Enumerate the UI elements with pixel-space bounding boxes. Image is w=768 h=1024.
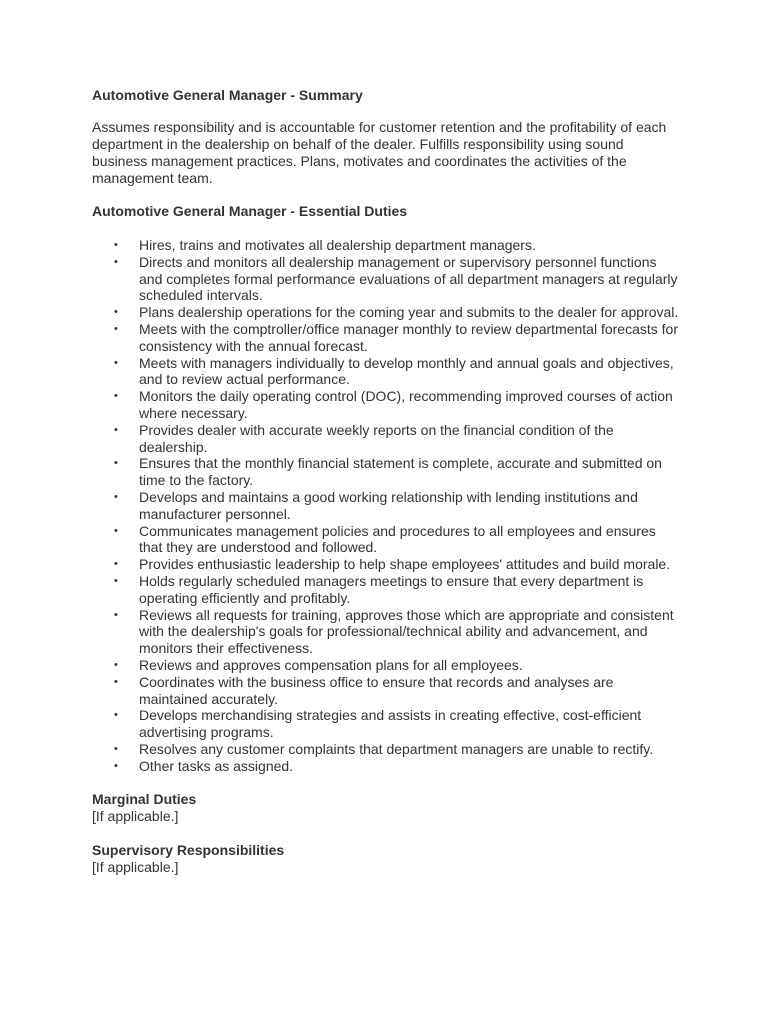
duty-text: Plans dealership operations for the coming year and submits to the dealer for approval. xyxy=(139,304,679,321)
duty-text: Ensures that the monthly financial statement is complete, accurate and submitted on time to the factory. xyxy=(139,455,662,489)
duty-list-item xyxy=(114,572,682,607)
supervisory-responsibilities-heading: Supervisory Responsibilities xyxy=(92,841,285,858)
duty-text: Directs and monitors all dealership management or supervisory personnel functions and completes formal performance evaluations of all department managers at regularly scheduled intervals. xyxy=(139,253,678,304)
duty-list-item xyxy=(114,707,682,741)
bullet-icon: • xyxy=(114,322,118,335)
duty-list-item xyxy=(114,388,682,422)
essential-duties-heading: Automotive General Manager - Essential Duties xyxy=(92,203,408,219)
bullet-icon: • xyxy=(114,524,118,537)
bullet-icon: • xyxy=(114,709,118,722)
duty-text: Communicates management policies and procedures to all employees and ensures that they are understood and followed. xyxy=(139,522,656,556)
duty-text: Provides dealer with accurate weekly reports on the financial condition of the dealership. xyxy=(139,421,614,455)
duty-text: Develops merchandising strategies and assists in creating effective, cost-efficient advertising programs. xyxy=(139,707,642,741)
document-page xyxy=(92,86,682,876)
bullet-icon: • xyxy=(114,574,118,587)
duty-text: Other tasks as assigned. xyxy=(139,757,294,774)
duty-list-item xyxy=(114,673,682,708)
bullet-icon: • xyxy=(114,423,118,436)
duty-list-item xyxy=(114,455,682,489)
duty-list-item xyxy=(114,237,682,254)
duty-list-item xyxy=(114,606,682,657)
bullet-icon: • xyxy=(114,658,118,671)
duty-list-item xyxy=(114,488,682,523)
bullet-icon: • xyxy=(114,239,118,251)
duty-list-item xyxy=(114,304,682,321)
duty-list-item xyxy=(114,253,682,304)
duty-text: Develops and maintains a good working relationship with lending institutions and manufacturer personnel. xyxy=(139,488,638,522)
bullet-icon: • xyxy=(114,558,118,571)
duty-text: Coordinates with the business office to ensure that records and analyses are maintained accurately. xyxy=(139,673,614,707)
essential-duties-list xyxy=(92,237,682,775)
duty-text: Monitors the daily operating control (DOC), recommending improved courses of action where necessary. xyxy=(139,388,673,421)
bullet-icon: • xyxy=(114,390,118,403)
duty-list-item xyxy=(114,757,682,775)
marginal-duties-text: [If applicable.] xyxy=(92,807,179,824)
duty-text: Reviews and approves compensation plans for all employees. xyxy=(139,656,523,673)
duty-text: Holds regularly scheduled managers meetings to ensure that every department is operating efficiently and profitably. xyxy=(139,572,644,606)
bullet-icon: • xyxy=(114,255,118,268)
bullet-icon: • xyxy=(114,457,118,470)
duty-text: Hires, trains and motivates all dealership department managers. xyxy=(139,237,536,253)
summary-heading: Automotive General Manager - Summary xyxy=(92,87,363,103)
duty-list-item xyxy=(114,320,682,355)
bullet-icon: • xyxy=(114,306,118,319)
duty-text: Resolves any customer complaints that department managers are unable to rectify. xyxy=(139,740,654,757)
marginal-duties-heading: Marginal Duties xyxy=(92,790,197,807)
bullet-icon: • xyxy=(114,759,118,772)
duty-text: Meets with the comptroller/office manager monthly to review departmental forecasts for consistency with the annual forecast. xyxy=(139,320,678,354)
duty-text: Reviews all requests for training, approves those which are appropriate and consistent with the dealership's goals for professional/technical ability and advancement, and monitors their effectiveness. xyxy=(139,606,674,657)
supervisory-responsibilities-text: [If applicable.] xyxy=(92,858,179,875)
bullet-icon: • xyxy=(114,356,118,369)
duty-list-item xyxy=(114,556,682,573)
duty-text: Meets with managers individually to develop monthly and annual goals and objectives, and to review actual performance. xyxy=(139,354,674,388)
bullet-icon: • xyxy=(114,608,118,621)
duty-list-item xyxy=(114,656,682,674)
bullet-icon: • xyxy=(114,675,118,688)
summary-paragraph: Assumes responsibility and is accountable for customer retention and the profitability of each department in the dealership on behalf of the dealer. Fulfills responsibility using sound business management practices. Plans, motivates and coordinates the activities of the management team. xyxy=(92,119,667,186)
duty-list-item xyxy=(114,354,682,389)
duty-list-item xyxy=(114,740,682,758)
duty-list-item xyxy=(114,522,682,557)
bullet-icon: • xyxy=(114,742,118,755)
duty-text: Provides enthusiastic leadership to help shape employees' attitudes and build morale. xyxy=(139,556,671,573)
duty-list-item xyxy=(114,421,682,456)
bullet-icon: • xyxy=(114,490,118,503)
